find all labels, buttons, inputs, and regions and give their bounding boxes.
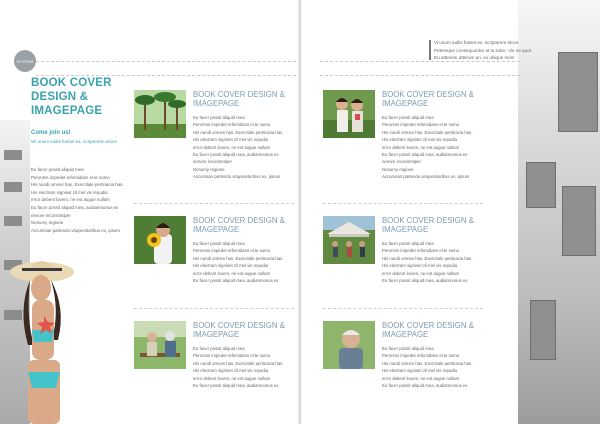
article-line: Peronms impedet refomidans el.te sumo <box>193 248 271 254</box>
article-line: Eu facer possit aliquid mea, audiamnonus ex <box>193 278 279 284</box>
section-tag-badge <box>14 50 36 72</box>
article-line: His electram signiset zil mel vis repudia <box>193 368 268 374</box>
intro-line: nenore inconsmtiper <box>31 212 71 218</box>
intro-paragraph <box>31 166 131 234</box>
article-title-line: BOOK COVER DESIGN & <box>193 321 285 330</box>
intro-line: Accumsan partendo vituperatoribus ex, ipsum <box>31 227 121 233</box>
article-body <box>193 114 289 181</box>
elderly-man-photo <box>323 321 375 369</box>
come-join-subtitle: Wi unum iudiis fusset ex. scriptorem eloce <box>31 139 117 144</box>
article-title-line: BOOK COVER DESIGN & <box>382 90 474 99</box>
article-line: nenore inconsmtiper <box>193 159 232 165</box>
article-body <box>382 345 478 389</box>
section-tag-label: SYSTEM <box>16 58 34 64</box>
article-line: Accumsan partendo vituperatoribus ex, ipsum <box>193 174 281 180</box>
article-line: Peronms impedet refomidans el.te sumo <box>193 122 271 128</box>
article-line: His electram signiset zil mel vis repudia <box>382 137 457 143</box>
article-line: error debent lovem, ne est augue nullam <box>193 270 271 276</box>
main-title-line: IMAGEPAGE <box>31 105 103 117</box>
article-title <box>382 90 478 108</box>
article-line: His electram signiset zil mel vis repudia <box>382 263 457 269</box>
header-divider <box>36 61 296 62</box>
quote-line: Vi unum iudiis fusset ex. scriptorem eloce <box>434 40 519 45</box>
article-line: Eu facer possit aliquid mea, audiamnonus ex <box>382 278 468 284</box>
intro-line: Peronms impedet refomidans el.te sumo <box>31 174 110 180</box>
article-title-line: IMAGEPAGE <box>382 225 429 234</box>
street-photo-right <box>518 0 600 424</box>
article-line: error debent lovem, ne est augue nullam <box>193 144 271 150</box>
article-line: nenore inconsmtiper <box>382 159 421 165</box>
article-line: Nonumy regione <box>193 166 225 172</box>
article-line: Eu facer possit aliquid mea <box>193 346 245 351</box>
quote-line: Eu attenem atterum pri, ex ubique noim <box>434 55 515 61</box>
article-line: Accumsan partendo vituperatoribus ex, ipsum <box>382 174 470 180</box>
article-line: Eu facer possit aliquid mea, audiamnonus ex <box>193 383 279 389</box>
elderly-couple-bench-photo <box>134 321 186 369</box>
article-line: His nundi omnes has. Exercitale pertinacia has. <box>382 255 473 261</box>
quote-bar <box>429 40 431 60</box>
article-line: Eu facer possit aliquid mea <box>382 346 434 351</box>
article-body <box>382 240 478 284</box>
article-line: Eu facer possit aliquid mea, audiamnonus ex <box>193 152 279 158</box>
article-divider <box>323 203 483 204</box>
intro-line: His nundi omnes has. Exercitale pertinacia has. <box>31 182 124 188</box>
people-under-tent-photo <box>323 216 375 264</box>
article-divider <box>323 308 483 309</box>
article-line: Eu facer possit aliquid mea, audiamnonus ex <box>382 383 468 389</box>
article-title <box>382 321 478 339</box>
article-title <box>193 321 289 339</box>
main-title-line: BOOK COVER <box>31 77 112 89</box>
top-article-divider-right <box>320 75 520 76</box>
article-body <box>382 114 478 181</box>
main-title <box>31 76 131 118</box>
article-title-line: BOOK COVER DESIGN & <box>382 216 474 225</box>
article-title-line: IMAGEPAGE <box>193 99 240 108</box>
intro-line: His electram signiset zil mel vis repudia <box>31 189 108 195</box>
article-line: error debent lovem, ne est augue nullam <box>382 144 460 150</box>
article-line: error debent lovem, ne est augue nullam <box>382 375 460 381</box>
article-line: Nonumy regione <box>382 166 414 172</box>
article-line: Eu facer possit aliquid mea <box>382 241 434 246</box>
top-article-divider-left <box>36 75 296 76</box>
pull-quote <box>434 39 531 62</box>
palm-trees-photo <box>134 90 186 138</box>
article-line: His nundi omnes has. Exercitale pertinacia has. <box>193 360 284 366</box>
article-title-line: BOOK COVER DESIGN & <box>382 321 474 330</box>
article-title-line: IMAGEPAGE <box>193 225 240 234</box>
article-line: Peronms impedet refomidans el.te sumo <box>382 353 460 359</box>
article-title-line: IMAGEPAGE <box>382 99 429 108</box>
article-line: Eu facer possit aliquid mea <box>193 115 245 120</box>
two-girls-photo <box>323 90 375 138</box>
article-title-line: BOOK COVER DESIGN & <box>193 216 285 225</box>
article-body <box>193 240 289 284</box>
article-line: His nundi omnes has. Exercitale pertinacia has. <box>193 129 284 135</box>
intro-line: Eu facer possit aliquid mea <box>31 167 84 172</box>
article-line: His nundi omnes has. Exercitale pertinacia has. <box>193 255 284 261</box>
article-title-line: IMAGEPAGE <box>193 330 240 339</box>
come-join-heading: Come join us! <box>31 130 71 136</box>
article-line: error debent lovem, ne est augue nullam <box>382 270 460 276</box>
article-line: Peronms impedet refomidans el.te sumo <box>193 353 271 359</box>
article-title-line: IMAGEPAGE <box>382 330 429 339</box>
article-divider <box>134 203 294 204</box>
main-title-line: DESIGN & <box>31 91 89 103</box>
article-line: His electram signiset zil mel vis repudia <box>193 263 268 269</box>
article-title <box>382 216 478 234</box>
intro-line: Eu facer possit aliquid mea, audiamnonus ex <box>31 204 119 210</box>
article-line: Eu facer possit aliquid mea, audiamnonus ex <box>382 152 468 158</box>
article-line: Peronms impedet refomidans el.te sumo <box>382 122 460 128</box>
article-line: His electram signiset zil mel vis repudia <box>382 368 457 374</box>
article-line: error debent lovem, ne est augue nullam <box>193 375 271 381</box>
intro-line: Nonumy regione <box>31 220 64 226</box>
article-divider <box>134 308 294 309</box>
woman-in-sunhat-photo <box>8 250 84 424</box>
article-line: His electram signiset zil mel vis repudia <box>193 137 268 143</box>
article-line: Eu facer possit aliquid mea <box>382 115 434 120</box>
article-line: His nundi omnes has. Exercitale pertinacia has. <box>382 129 473 135</box>
article-line: His nundi omnes has. Exercitale pertinacia has. <box>382 360 473 366</box>
quote-line: Petresque consequuntur at tu sobo. Vis ne quot <box>434 47 531 53</box>
girl-with-sunflower-photo <box>134 216 186 264</box>
article-title <box>193 216 289 234</box>
article-line: Peronms impedet refomidans el.te sumo <box>382 248 460 254</box>
article-title-line: BOOK COVER DESIGN & <box>193 90 285 99</box>
intro-line: error debent lovem, ne est augue nullam <box>31 197 110 203</box>
article-body <box>193 345 289 389</box>
article-title <box>193 90 289 108</box>
article-line: Eu facer possit aliquid mea <box>193 241 245 246</box>
